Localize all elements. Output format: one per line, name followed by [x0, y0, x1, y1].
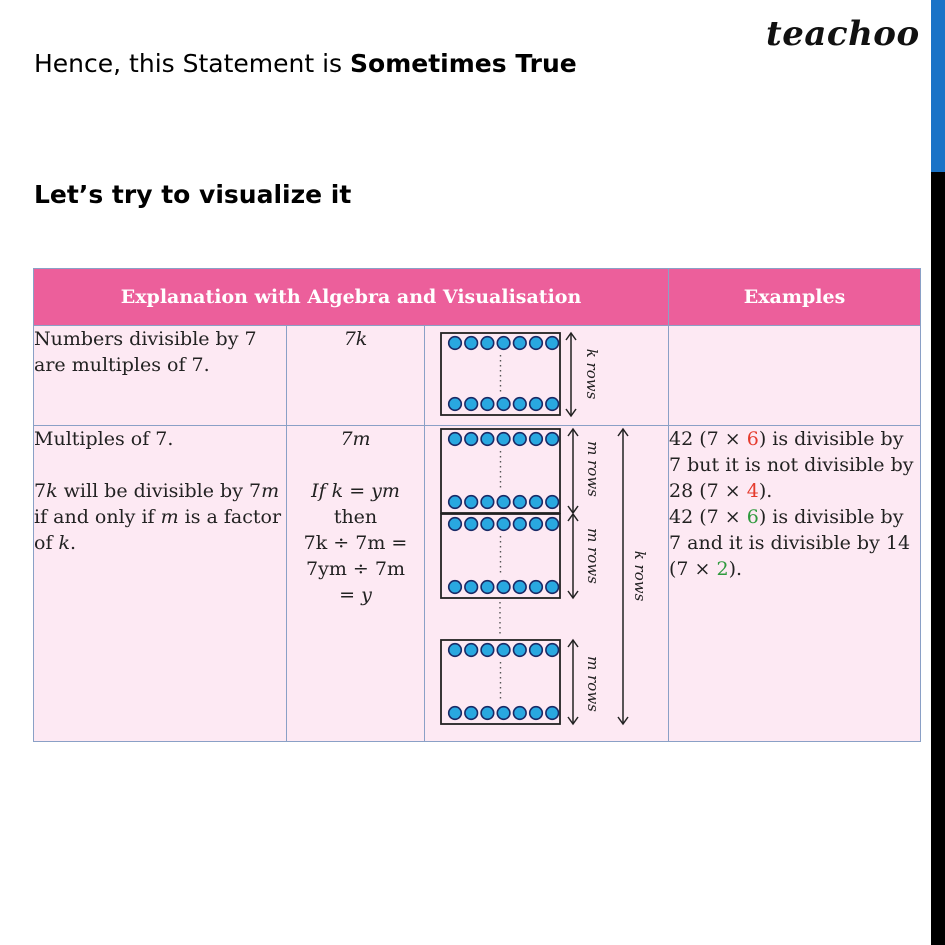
m-rows-label-1: m rows: [584, 441, 602, 497]
m-rows-label-2: m rows: [584, 528, 602, 584]
expr-if: If k = ym: [311, 480, 400, 502]
dot: [481, 581, 494, 594]
row2-explanation-a: Multiples of 7.: [34, 428, 174, 450]
table-row: [34, 326, 921, 426]
dot: [514, 496, 527, 509]
dot: [465, 337, 478, 350]
dot: [530, 337, 543, 350]
dot: [449, 398, 462, 411]
dot: [546, 707, 559, 720]
dot: [449, 518, 462, 531]
dot: [514, 581, 527, 594]
dot: [481, 644, 494, 657]
dot: [497, 581, 510, 594]
row1-expression: [287, 326, 425, 426]
dot: [497, 518, 510, 531]
teachoo-logo: teachoo: [766, 14, 920, 54]
table-row: [34, 426, 921, 742]
dot: [546, 518, 559, 531]
dot: [465, 433, 478, 446]
dot: [481, 398, 494, 411]
row1-expression-text: 7k: [343, 328, 368, 350]
row2-explanation: [34, 426, 287, 742]
dot: [481, 433, 494, 446]
dot: [530, 644, 543, 657]
dot: [514, 644, 527, 657]
dot: [497, 644, 510, 657]
dot: [449, 433, 462, 446]
example-2: 42 (7 × 6) is divisible by 7 and it is divisible by 14 (7 × 2).: [669, 506, 911, 580]
dot: [530, 496, 543, 509]
statement-emphasis: Sometimes True: [350, 49, 577, 78]
dot: [497, 337, 510, 350]
table-header-row: [34, 269, 921, 326]
dot: [465, 644, 478, 657]
dot: [497, 433, 510, 446]
dot: [546, 644, 559, 657]
statement-prefix: Hence, this Statement is: [34, 49, 351, 78]
dot: [465, 496, 478, 509]
dot: [514, 337, 527, 350]
statement-line: [34, 49, 577, 78]
dot: [497, 496, 510, 509]
dot: [481, 496, 494, 509]
dot: [449, 337, 462, 350]
row2-dot-grid: [425, 426, 668, 741]
dot: [530, 433, 543, 446]
dot: [514, 398, 527, 411]
dot: [481, 707, 494, 720]
expr-line3: 7k ÷ 7m =: [303, 532, 408, 554]
dot: [546, 398, 559, 411]
dot: [465, 518, 478, 531]
scrollbar-thumb[interactable]: [931, 0, 945, 172]
dot: [465, 707, 478, 720]
dot: [514, 518, 527, 531]
dot: [449, 644, 462, 657]
dot: [449, 707, 462, 720]
dot: [449, 581, 462, 594]
dot: [530, 398, 543, 411]
expr-top: 7m: [340, 428, 371, 450]
example-1: 42 (7 × 6) is divisible by 7 but it is not divisible by 28 (7 × 4).: [669, 428, 914, 502]
header-examples: Examples: [669, 269, 921, 326]
expr-then: then: [333, 506, 378, 528]
k-rows-label-2: k rows: [631, 550, 649, 602]
m-rows-label-3: m rows: [584, 656, 602, 712]
row1-visual: [425, 326, 669, 426]
visualize-heading: Let’s try to visualize it: [34, 180, 352, 209]
row1-examples: [669, 326, 921, 426]
dot: [530, 518, 543, 531]
expr-line4: 7ym ÷ 7m: [306, 558, 405, 580]
row2-expression: [287, 426, 425, 742]
explanation-table: [33, 268, 921, 742]
dot: [546, 496, 559, 509]
dot: [497, 398, 510, 411]
dot: [465, 581, 478, 594]
dot: [449, 496, 462, 509]
row1-dot-grid: [425, 326, 668, 425]
row1-explanation: Numbers divisible by 7 are multiples of 7.: [34, 326, 287, 426]
dot: [546, 433, 559, 446]
dot: [546, 581, 559, 594]
header-explanation: Explanation with Algebra and Visualisation: [34, 269, 669, 326]
row2-examples: [669, 426, 921, 742]
dot: [465, 398, 478, 411]
dot: [514, 707, 527, 720]
dot: [530, 707, 543, 720]
expr-line5: = y: [339, 584, 372, 606]
dot: [481, 337, 494, 350]
dot: [497, 707, 510, 720]
dot: [514, 433, 527, 446]
dot: [546, 337, 559, 350]
dot: [530, 581, 543, 594]
row2-explanation-b: 7k will be divisible by 7m if and only if m is a factor of k.: [34, 480, 282, 554]
row2-visual: [425, 426, 669, 742]
row1-k-rows-label: k rows: [583, 348, 601, 400]
dot: [481, 518, 494, 531]
